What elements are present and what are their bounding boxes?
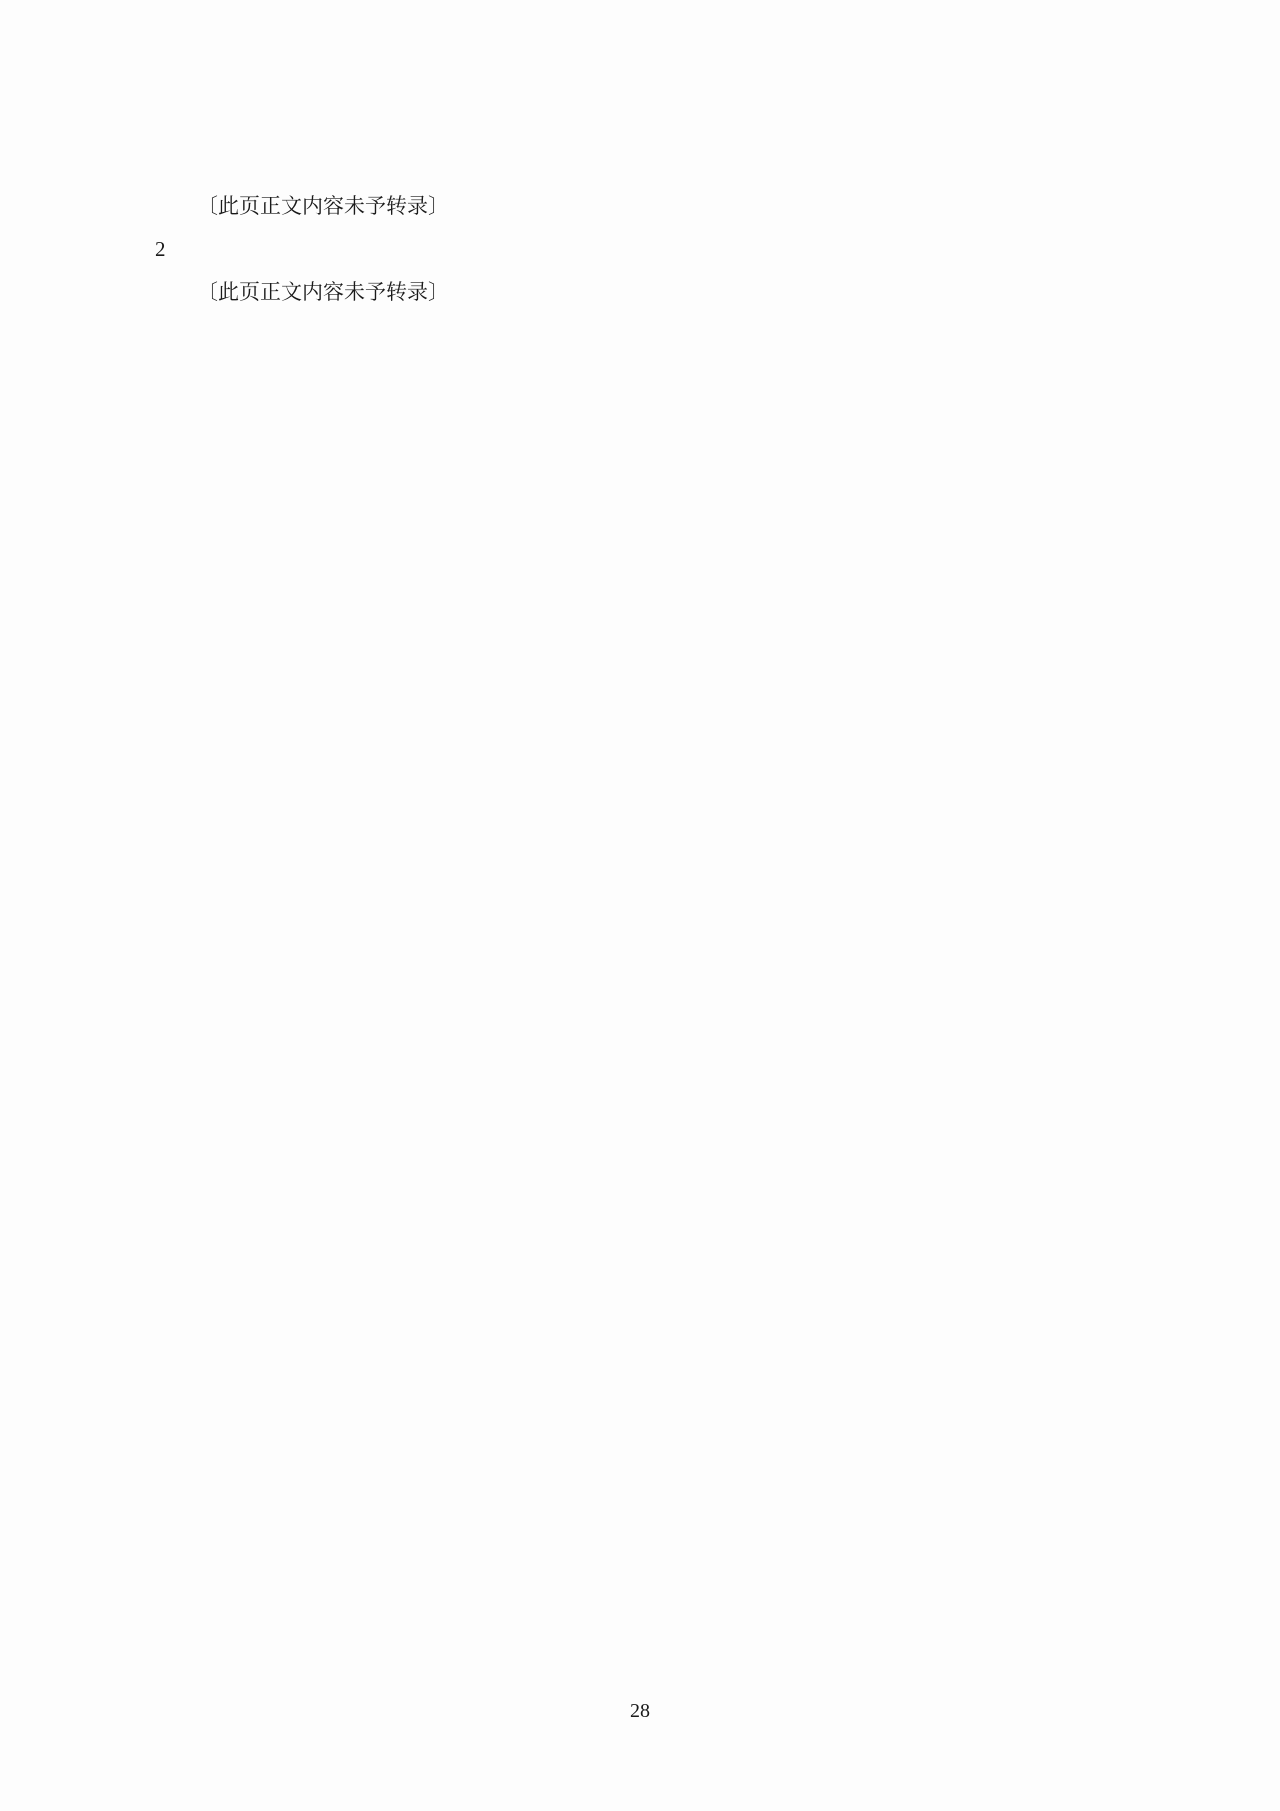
page-number: 28: [630, 1700, 650, 1722]
section-number: 2: [155, 237, 166, 262]
paragraph: 〔此页正文内容未予转录〕: [197, 194, 449, 218]
paragraph: 〔此页正文内容未予转录〕: [197, 280, 449, 305]
body-text: [155, 185, 1125, 314]
